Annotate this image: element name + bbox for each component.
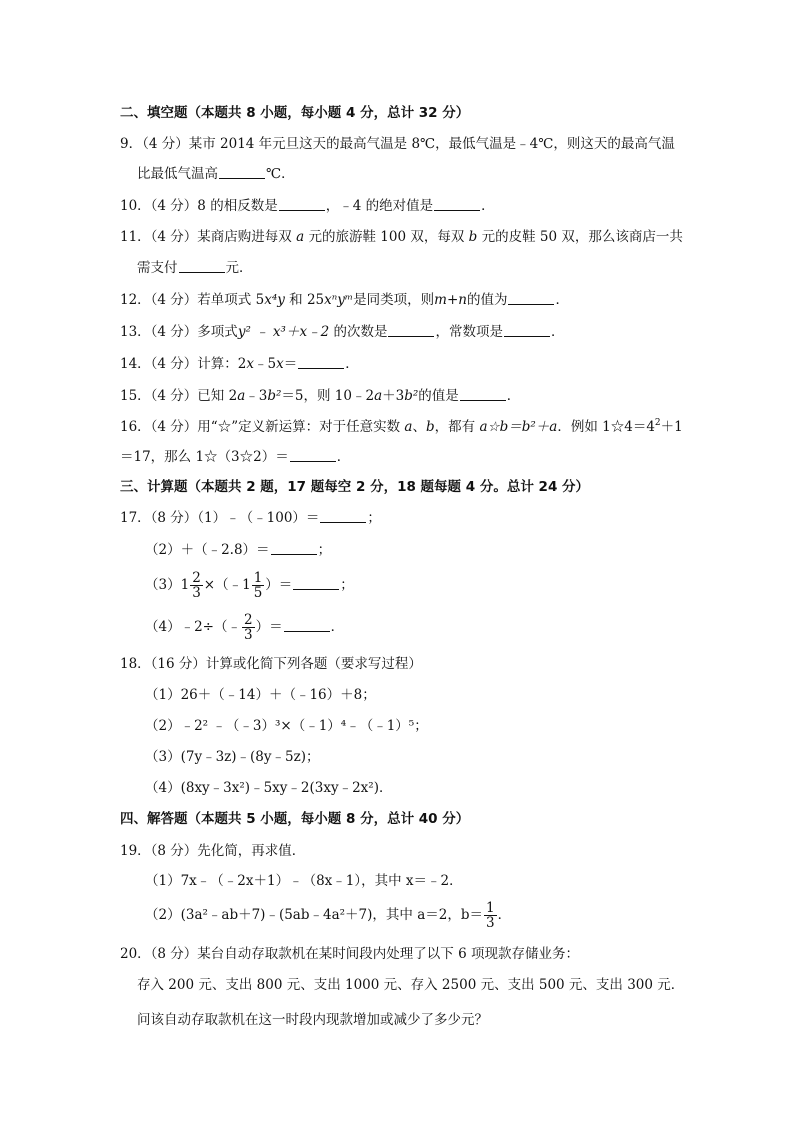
q19-p2b: ． <box>497 907 512 923</box>
q15-a1: a <box>237 388 246 404</box>
q17-frac-two-thirds-b: $\frac{2}{3}$ <box>244 612 253 643</box>
q12-text2: 和 25 <box>289 292 325 308</box>
q15-blank[interactable] <box>460 387 506 401</box>
q12-term1: x⁴y <box>264 292 285 308</box>
q14-minus: ﹣5 <box>254 356 277 372</box>
q17-blank4[interactable] <box>284 618 330 632</box>
q17-line2 <box>145 540 331 560</box>
q16-b: b <box>425 419 435 435</box>
q20-line3: 问该自动存取款机在这一时段内现款增加或减少了多少元？ <box>137 1012 488 1028</box>
q15-text1: 15．（4 分）已知 2 <box>120 388 238 404</box>
q20-line2: 存入 200 元、支出 800 元、支出 1000 元、存入 2500 元、支出 500 元、支出 300 元． <box>137 977 685 993</box>
q11-line1 <box>120 227 683 247</box>
q11-line2 <box>137 258 253 278</box>
q15-end: ． <box>506 388 521 404</box>
q11-end: 元． <box>225 260 253 276</box>
q17-blank2[interactable] <box>271 541 317 555</box>
q17-head: 17．（8 分）（1）﹣（﹣100）＝ <box>120 510 320 526</box>
q13-text2: 的次数是 <box>333 324 388 340</box>
q18-p1: （1）26＋（﹣14）＋（﹣16）＋8； <box>145 687 376 703</box>
section-fill-heading: 二、填空题（本题共 8 小题，每小题 4 分，总计 32 分） <box>120 105 470 121</box>
q13-blank2[interactable] <box>504 323 550 337</box>
q12-text3: 是同类项，则 <box>353 292 435 308</box>
q13-text3: ，常数项是 <box>435 324 503 340</box>
q17-line3 <box>145 570 354 600</box>
q18-p2: （2）﹣2² ﹣（﹣3）³×（﹣1）⁴﹣（﹣1）⁵； <box>145 718 428 734</box>
q16-def: a☆b＝b²＋a <box>479 419 558 435</box>
q15-text3: ＝5，则 10﹣2 <box>281 388 375 404</box>
q14-line <box>120 354 359 374</box>
q14-eq: ＝ <box>283 356 298 372</box>
q16-text4: ＋1 <box>660 419 683 435</box>
q11-text2: 元的旅游鞋 100 双，每双 <box>308 229 465 245</box>
q17-dot: ． <box>330 619 345 635</box>
q14-end: ． <box>345 356 359 372</box>
q19-head: 19．（8 分）先化简，再求值． <box>120 843 306 859</box>
q13-blank1[interactable] <box>388 323 434 337</box>
q16-sep: 、 <box>412 419 426 435</box>
q17-blank1[interactable] <box>320 509 366 523</box>
q10-text2: ，﹣4 的绝对值是 <box>325 198 434 214</box>
q12-sum: m+n <box>434 292 467 308</box>
q16-end: ． <box>336 449 351 465</box>
q10-end: ． <box>481 198 495 214</box>
q17-line4 <box>145 612 344 642</box>
q17-frac-one-fifth: $\frac{1}{5}$ <box>253 570 263 601</box>
q17-p4a: （4）﹣2÷（﹣ <box>145 619 241 635</box>
q9-unit: ℃． <box>266 166 295 182</box>
q12-line <box>120 290 569 310</box>
q16-line2 <box>120 447 350 467</box>
q12-text4: 的值为 <box>466 292 508 308</box>
q10-blank2[interactable] <box>434 197 480 211</box>
q9-blank[interactable] <box>219 165 265 179</box>
q18-p4: （4）(8xy﹣3x²)﹣5xy﹣2(3xy﹣2x²)． <box>145 780 393 796</box>
q17-blank3[interactable] <box>293 576 339 590</box>
q17-p2: （2）＋（﹣2.8）＝ <box>145 542 270 558</box>
q17-p3a: （3）1 <box>145 577 190 593</box>
q10-text1: 10．（4 分）8 的相反数是 <box>120 198 278 214</box>
q12-text1: 12．（4 分）若单项式 5 <box>120 292 265 308</box>
q9-line2 <box>137 164 295 184</box>
q19-frac-one-third: $\frac{1}{3}$ <box>485 900 495 931</box>
section-solve-heading: 四、解答题（本题共 5 小题，每小题 8 分，总计 40 分） <box>120 811 470 827</box>
q17-semi2: ； <box>317 542 332 558</box>
q9-line1: 9．（4 分）某市 2014 年元旦这天的最高气温是 8℃，最低气温是﹣4℃，则这天的最高气温 <box>120 136 675 152</box>
q18-p3: （3）(7y﹣3z)﹣(8y﹣5z)； <box>145 749 320 765</box>
q15-a2: a <box>374 388 383 404</box>
q15-b1: b² <box>267 388 282 404</box>
q10-line <box>120 196 495 216</box>
q19-p2 <box>145 900 511 930</box>
q16-text1: 16．（4 分）用“☆”定义新运算：对于任意实数 <box>120 419 401 435</box>
q15-text4: ＋3 <box>382 388 405 404</box>
q11-var-b: b <box>468 229 478 245</box>
q16-sup: 2 <box>654 418 661 428</box>
q11-text3: 元的皮鞋 50 双，那么该商店一共 <box>481 229 683 245</box>
q16-blank[interactable] <box>290 448 336 462</box>
q9-text: 比最低气温高 <box>137 166 218 182</box>
q12-end: ． <box>555 292 569 308</box>
q15-line <box>120 386 520 406</box>
q17-line1 <box>120 508 381 528</box>
q17-p3b: ×（﹣1 <box>203 577 251 593</box>
q16-text3: ．例如 1☆4＝4 <box>557 419 655 435</box>
q14-text1: 14．（4 分）计算：2 <box>120 356 247 372</box>
q17-p3c: ）＝ <box>265 577 293 593</box>
q11-text4: 需支付 <box>137 260 178 276</box>
q11-text1: 11．（4 分）某商店购进每双 <box>120 229 292 245</box>
q14-x2: x <box>276 356 284 372</box>
q18-head: 18．（16 分）计算或化简下列各题（要求写过程） <box>120 656 422 672</box>
q19-p1: （1）7x﹣（﹣2x＋1）﹣（8x﹣1），其中 x＝﹣2． <box>145 873 463 889</box>
q16-text2: ，都有 <box>434 419 476 435</box>
section-calc-heading: 三、计算题（本题共 2 题，17 题每空 2 分，18 题每题 4 分。总计 24 分） <box>120 479 590 495</box>
q14-blank[interactable] <box>298 355 344 369</box>
q17-semi1: ； <box>367 510 381 526</box>
q17-frac-two-thirds: $\frac{2}{3}$ <box>192 570 201 601</box>
q13-end: ． <box>550 324 565 340</box>
q13-poly: y² ﹣ x³＋x﹣2 <box>237 324 330 340</box>
q12-blank[interactable] <box>508 291 554 305</box>
q17-p4b: ）＝ <box>255 619 283 635</box>
q10-blank1[interactable] <box>279 197 325 211</box>
q16-a: a <box>404 419 413 435</box>
q14-x1: x <box>246 356 255 372</box>
q20-head: 20．（8 分）某台自动存取款机在某时间段内处理了以下 6 项现款存储业务： <box>120 946 579 962</box>
q12-term2: xⁿyᵐ <box>324 292 354 308</box>
q19-p2a: （2）(3a²﹣ab＋7)﹣(5ab﹣4a²＋7)，其中 a＝2，b＝ <box>145 907 483 923</box>
q17-semi3: ； <box>340 577 354 593</box>
q11-var-a: a <box>296 229 305 245</box>
q15-b2: b² <box>404 388 419 404</box>
q11-blank[interactable] <box>179 259 225 273</box>
q15-text5: 的值是 <box>418 388 459 404</box>
q16-line1 <box>120 417 683 437</box>
q13-text1: 13．（4 分）多项式 <box>120 324 238 340</box>
q15-text2: ﹣3 <box>245 388 268 404</box>
q16-text5: ＝17，那么 1☆（3☆2）＝ <box>120 449 289 465</box>
q13-line <box>120 322 564 342</box>
